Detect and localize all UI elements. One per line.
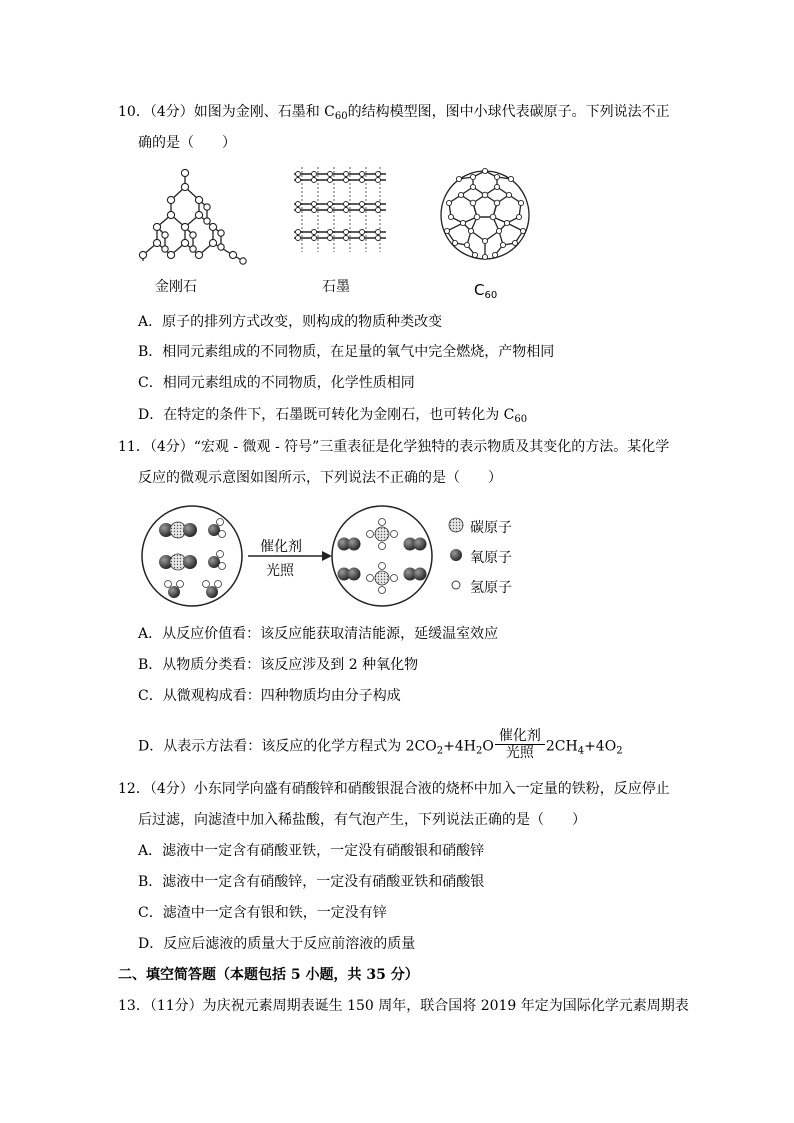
q10-number: 10．（4分） [118,104,194,120]
graphite-label: 石墨 [322,279,350,295]
q11-number: 11．（4分） [118,439,194,455]
section-heading: 二、填空简答题（本题包括 5 小题，共 35 分） [118,967,419,983]
q12-option-c: C．滤渣中一定含有银和铁，一定没有锌 [138,905,387,921]
diamond-structure-figure [135,165,250,265]
q12-stem-line1: 12．（4分）小东同学向盛有硝酸锌和硝酸银混合液的烧杯中加入一定量的铁粉，反应停止 [118,781,670,797]
q11-stem-line1: 11．（4分）“宏观 - 微观 - 符号”三重表征是化学独特的表示物质及其变化的方法。某化学 [118,439,670,455]
q13-number: 13．（11分） [118,998,203,1014]
atom-legend-symbols [446,515,466,595]
reaction-condition: $\frac{\text{催化剂}}{\text{光照}}$ [495,728,545,761]
reaction-micro-diagram [140,500,440,615]
q12-option-b: B．滤液中一定含有硝酸锌，一定没有硝酸亚铁和硝酸银 [138,874,485,890]
q12-option-a: A．滤液中一定含有硝酸亚铁，一定没有硝酸银和硝酸锌 [138,843,485,859]
q10-stem-line2: 确的是（ ） [138,135,236,151]
graphite-structure-figure [290,162,390,262]
q12-number: 12．（4分） [118,781,194,797]
q12-option-d: D．反应后滤液的质量大于反应前溶液的质量 [138,936,416,952]
q10-option-a: A．原子的排列方式改变，则构成的物质种类改变 [138,314,443,330]
legend-hydrogen: 氢原子 [470,580,512,596]
q11-option-b: B．从物质分类看：该反应涉及到 2 种氧化物 [138,657,419,673]
q10-stem-line1: 10．（4分）如图为金刚、石墨和 $C_{60}$的结构模型图，图中小球代表碳原子。下列说法不正 [118,104,670,122]
q11-stem-line2: 反应的微观示意图如图所示，下列说法不正确的是（ ） [138,470,502,486]
legend-oxygen: 氧原子 [470,550,512,566]
c60-label: $C_{60}$ [474,281,498,301]
arrow-label-light: 光照 [266,563,294,579]
q10-option-c: C．相同元素组成的不同物质，化学性质相同 [138,375,415,391]
c60-structure-figure [435,165,535,265]
arrow-label-catalyst: 催化剂 [260,539,302,555]
q10-option-b: B．相同元素组成的不同物质，在足量的氧气中完全燃烧，产物相同 [138,344,555,360]
legend-carbon: 碳原子 [470,520,512,536]
diamond-label: 金刚石 [155,279,197,295]
q11-option-d: D．从表示方法看：该反应的化学方程式为 $2CO_2+4H_2O$ $\frac{\text{催化剂}}{\text{光照}}$ $2CH_4+4O_2$ [138,728,623,761]
q11-option-c: C．从微观构成看：四种物质均由分子构成 [138,688,401,704]
q12-stem-line2: 后过滤，向滤渣中加入稀盐酸，有气泡产生，下列说法正确的是（ ） [138,812,586,828]
q11-option-a: A．从反应价值看：该反应能获取清洁能源，延缓温室效应 [138,626,499,642]
q10-option-d: D．在特定的条件下，石墨既可转化为金刚石，也可转化为 $C_{60}$ [138,407,528,425]
q13-stem-line1: 13．（11分）为庆祝元素周期表诞生 150 周年，联合国将 2019 年定为国际化学元素周期表 [118,998,689,1014]
